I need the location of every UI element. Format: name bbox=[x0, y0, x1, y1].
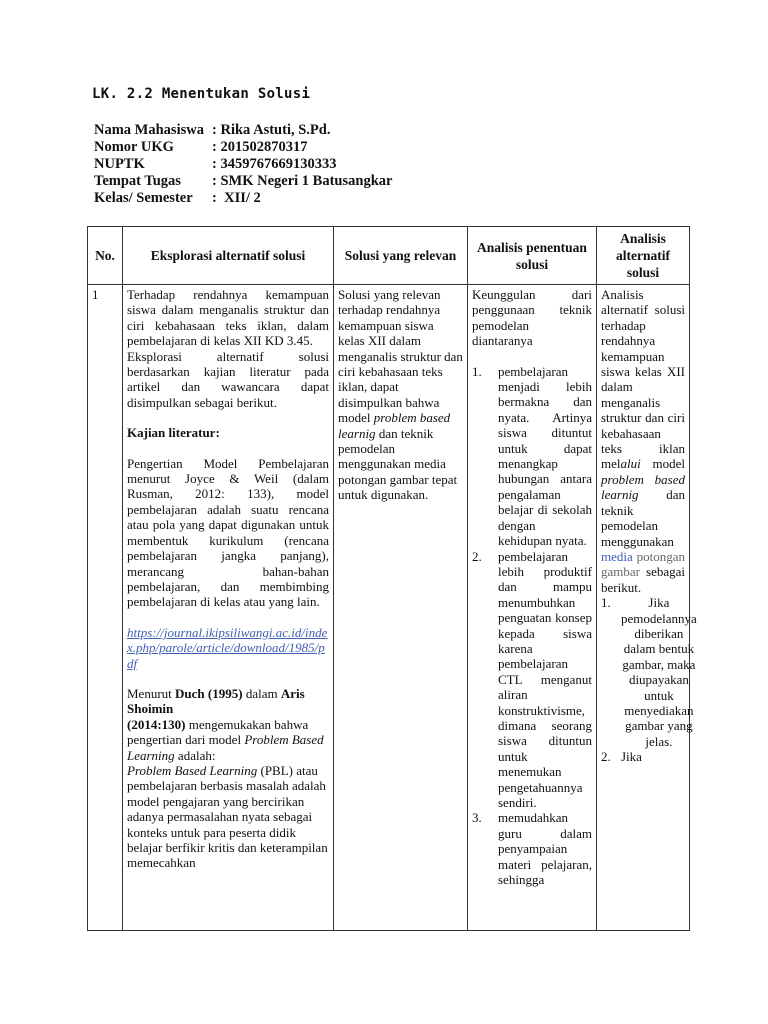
penentuan-list bbox=[472, 364, 592, 888]
eksplorasi-p2: Eksplorasi alternatif solusi berdasarkan kajian literatur pada artikel dan wawancara dapat disimpulkan sebagai berikut. bbox=[127, 348, 329, 410]
solusi-text: Solusi yang relevan terhadap rendahnya kemampuan siswa kelas XII dalam menganalis struktur dan ciri kebahasaan teks iklan, dapat disimpulkan bahwa model problem based learnig dan teknik pemodelan menggunakan media potongan gambar tepat untuk digunakan. bbox=[338, 287, 463, 503]
kajian-heading: Kajian literatur: bbox=[127, 425, 220, 441]
reference-link[interactable]: https://journal.ikipsiliwangi.ac.id/index.php/parole/article/download/1985/pdf bbox=[127, 624, 328, 671]
header-solusi: Solusi yang relevan bbox=[334, 227, 468, 285]
cell-analisis-alternatif bbox=[597, 285, 697, 931]
identity-row-nuptk: NUPTK : 3459767669130333 bbox=[94, 156, 337, 172]
list-item: 3. memudahkan guru dalam penyampaian materi pelajaran, sehingga bbox=[472, 810, 592, 888]
table-row bbox=[88, 285, 690, 931]
cell-eksplorasi bbox=[123, 285, 334, 931]
list-item: 2. Jika bbox=[601, 749, 642, 765]
identity-row-name: Nama Mahasiswa : Rika Astuti, S.Pd. bbox=[94, 122, 331, 138]
eksplorasi-p3: Pengertian Model Pembelajaran menurut Joyce & Weil (dalam Rusman, 2012: 133), model pembelajaran adalah suatu rencana atau pola yang dapat digunakan untuk membentuk kurikulum (rencana pembelajaran jangka panjang), merancang bahan-bahan pembelajaran, dan membimbing pembelajaran di kelas atau yang lain. bbox=[127, 455, 329, 610]
identity-row-ukg: Nomor UKG : 201502870317 bbox=[94, 139, 308, 155]
cell-analisis-penentuan bbox=[468, 285, 597, 931]
penentuan-intro: Keunggulan dari penggunaan teknik pemodelan diantaranya bbox=[472, 287, 592, 349]
solution-table bbox=[87, 226, 697, 931]
header-analisis-alternatif: Analisis alternatif solusi bbox=[597, 227, 690, 285]
alternatif-text: Analisis alternatif solusi terhadap rendahnya kemampuan siswa kelas XII dalam menganalis struktur dan ciri kebahasaan teks iklan melalui model problem based learnig dan teknik pemodelan menggunakan media potongan gambar sebagai berikut. bbox=[601, 287, 685, 595]
alternatif-list bbox=[601, 595, 697, 765]
table-header-row bbox=[88, 227, 690, 285]
identity-block bbox=[94, 122, 392, 207]
identity-row-tempat: Tempat Tugas : SMK Negeri 1 Batusangkar bbox=[94, 173, 393, 189]
identity-row-kelas: Kelas/ Semester : XII/ 2 bbox=[94, 190, 261, 206]
page-title: LK. 2.2 Menentukan Solusi bbox=[92, 86, 311, 102]
header-no: No. bbox=[88, 227, 123, 285]
eksplorasi-p4: Menurut Duch (1995) dalam Aris Shoimin (2014:130) mengemukakan bahwa pengertian dari model Problem Based Learning adalah: Problem Based Learning (PBL) atau pembelajaran berbasis masalah adalah model pengajaran yang bercirikan adanya permasalahan nyata sebagai konteks untuk para peserta didik belajar berfikir kritis dan keterampilan memecahkan bbox=[127, 685, 328, 871]
cell-row-number: 1 bbox=[88, 285, 123, 931]
header-analisis-penentuan: Analisis penentuan solusi bbox=[468, 227, 597, 285]
cell-solusi bbox=[334, 285, 468, 931]
eksplorasi-p1: Terhadap rendahnya kemampuan siswa dalam menganalis struktur dan ciri kebahasaan teks iklan, dalam pembelajaran di kelas XII KD 3.45. bbox=[127, 287, 329, 349]
list-item: 1. pembelajaran menjadi lebih bermakna dan nyata. Artinya siswa dituntut untuk dapat menangkap hubungan antara pengalaman belajar di sekolah dengan kehidupan nyata. bbox=[472, 363, 592, 549]
list-item: 2. pembelajaran lebih produktif dan mampu menumbuhkan penguatan konsep kepada siswa karena pembelajaran CTL menganut aliran konstruktivisme, dimana seorang siswa dituntun untuk menemukan pengetahuannya sendiri. bbox=[472, 548, 592, 810]
header-eksplorasi: Eksplorasi alternatif solusi bbox=[123, 227, 334, 285]
list-item: 1. Jika pemodelannya diberikan dalam bentuk gambar, maka diupayakan untuk menyediakan gambar yang jelas. bbox=[601, 595, 697, 749]
